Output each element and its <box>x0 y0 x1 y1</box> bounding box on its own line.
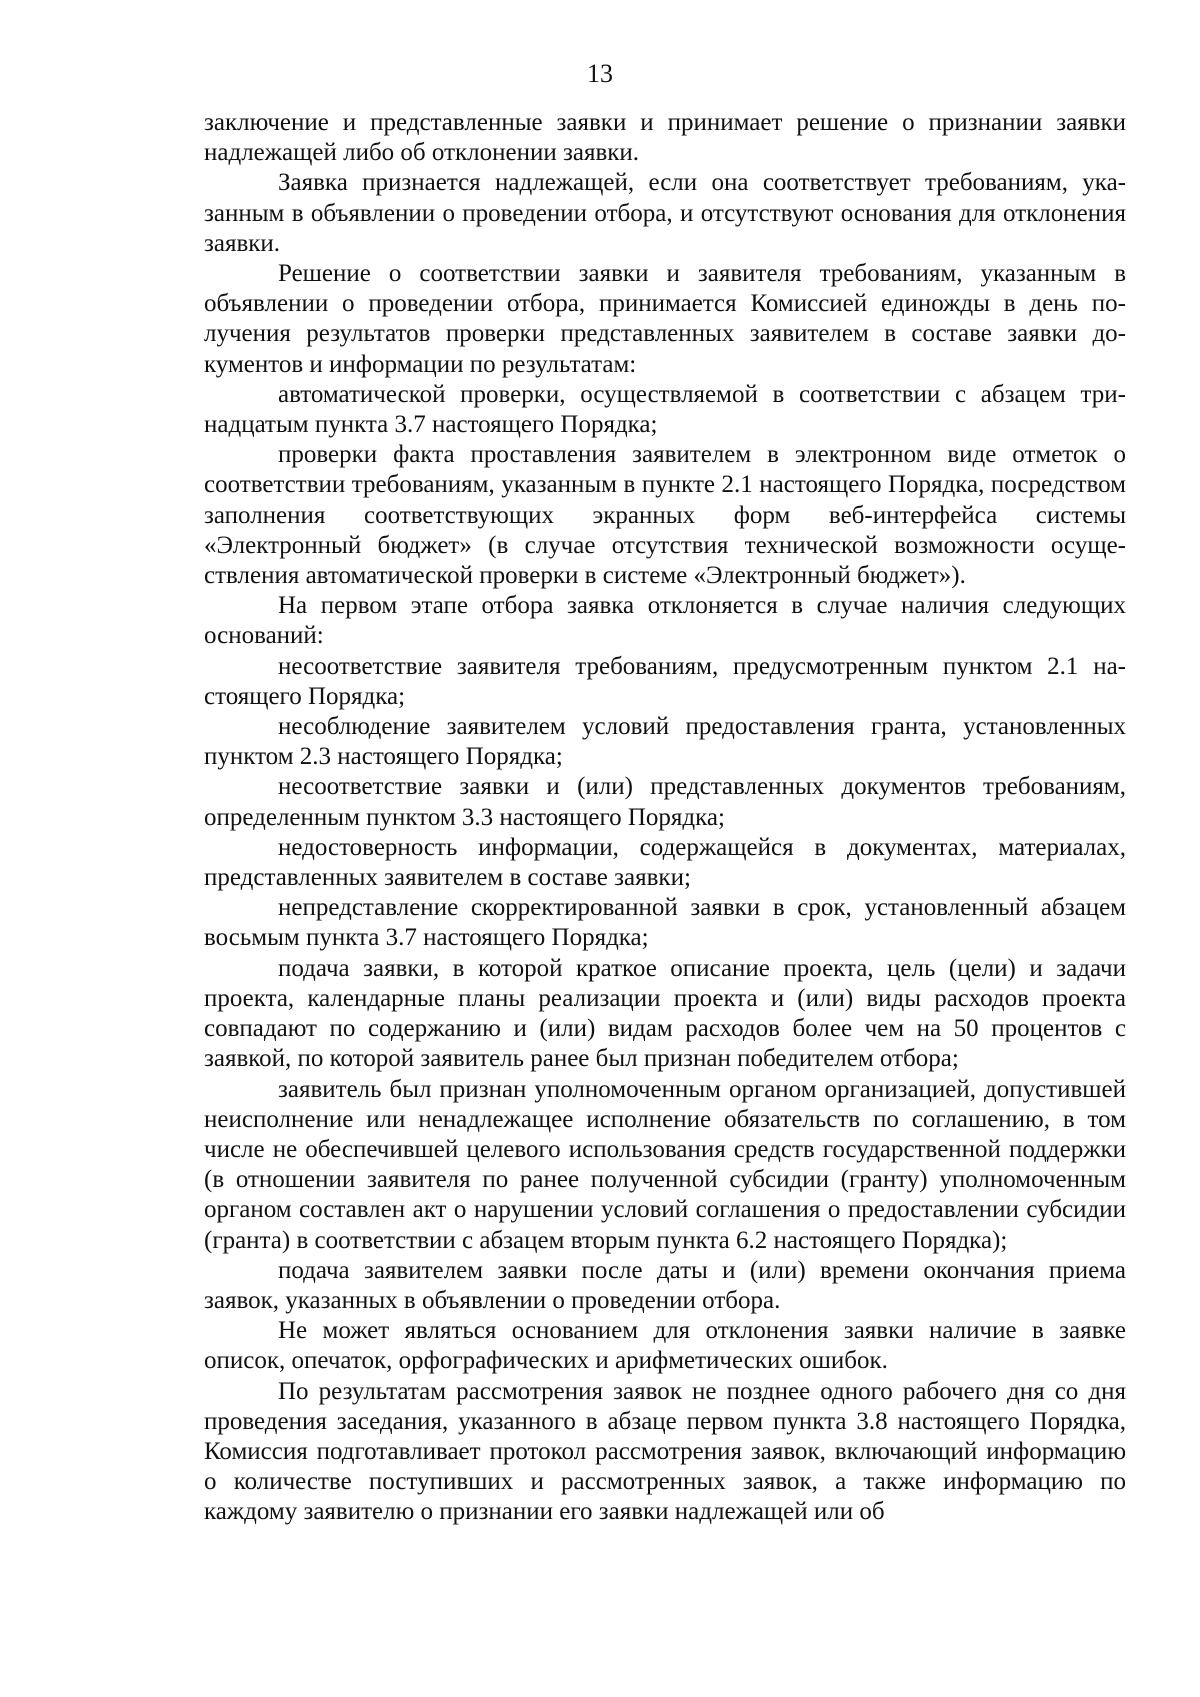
list-item: недостоверность информации, содержащейся в документах, материалах, представленных заявителем в составе заявки; <box>204 833 1126 892</box>
paragraph: По результатам рассмотрения заявок не позднее одного рабочего дня со дня проведения заседания, указанного в абзаце первом пункта 3.8 настоящего Порядка, Комиссия подготавливает протокол рассмотрения заявок, включающий информацию о количестве поступивших и рассмотренных заявок, а также информацию по каждому заявителю о признании его заявки надлежащей или об <box>204 1377 1126 1526</box>
list-item: несоответствие заявки и (или) представленных документов требованиям, определенным пунктом 3.3 настоящего Порядка; <box>204 773 1126 831</box>
list-item: несоблюдение заявителем условий предоставления гранта, установленных пунктом 2.3 настоящего Порядка; <box>204 713 1126 771</box>
list-item: заявитель был признан уполномоченным органом организацией, допустившей неисполнение или ненадлежащее исполнение обязательств по соглашению, в том числе не обеспечившей целевого использования средств государственной поддержки (в отношении заявителя по ранее полученной субсидии (гранту) уполномоченным органом составлен акт о нарушении условий соглашения о предоставлении субсидии (гранта) в соответствии с абзацем вторым пункта 6.2 настоящего Порядка); <box>204 1075 1126 1254</box>
list-item: непредставление скорректированной заявки в срок, установленный абзацем восьмым пункта 3.7 настоящего Порядка; <box>204 894 1126 952</box>
list-item: несоответствие заявителя требованиям, предусмотренным пунктом 2.1 настоящего Порядка; <box>204 652 1126 710</box>
list-item: проверки факта проставления заявителем в электронном виде отметок о соответствии требованиям, указанным в пункте 2.1 настоящего Порядка, посредством заполнения соответствующих экранных форм веб-интерфейса системы «Электронный бюджет» (в случае отсутствия технической возможности осуществления автоматической проверки в системе «Электронный бюджет»). <box>204 441 1126 590</box>
list-item: подача заявки, в которой краткое описание проекта, цель (цели) и задачи проекта, календарные планы реализации проекта и (или) виды расходов проекта совпадают по содержанию и (или) видам расходов более чем на 50 процентов с заявкой, по которой заявитель ранее был признан победителем отбора; <box>204 954 1126 1073</box>
document-body <box>204 108 1126 1528</box>
paragraph: Заявка признается надлежащей, если она соответствует требованиям, указанным в объявлении о проведении отбора, и отсутствуют основания для отклонения заявки. <box>204 169 1126 257</box>
page-number: 13 <box>587 59 613 88</box>
paragraph: На первом этапе отбора заявка отклоняется в случае наличия следующих оснований: <box>204 592 1126 650</box>
list-item: автоматической проверки, осуществляемой в соответствии с абзацем тринадцатым пункта 3.7 настоящего Порядка; <box>204 380 1126 439</box>
list-item: подача заявителем заявки после даты и (или) времени окончания приема заявок, указанных в объявлении о проведении отбора. <box>204 1256 1126 1314</box>
paragraph: Не может являться основанием для отклонения заявки наличие в заявке описок, опечаток, орфографических и арифметических ошибок. <box>204 1317 1126 1375</box>
paragraph-continuation: заключение и представленные заявки и принимает решение о признании заявки надлежащей либо об отклонении заявки. <box>204 109 1126 167</box>
paragraph: Решение о соответствии заявки и заявителя требованиям, указанным в объявлении о проведении отбора, принимается Комиссией единожды в день получения результатов проверки представленных заявителем в составе заявки документов и информации по результатам: <box>204 260 1126 378</box>
